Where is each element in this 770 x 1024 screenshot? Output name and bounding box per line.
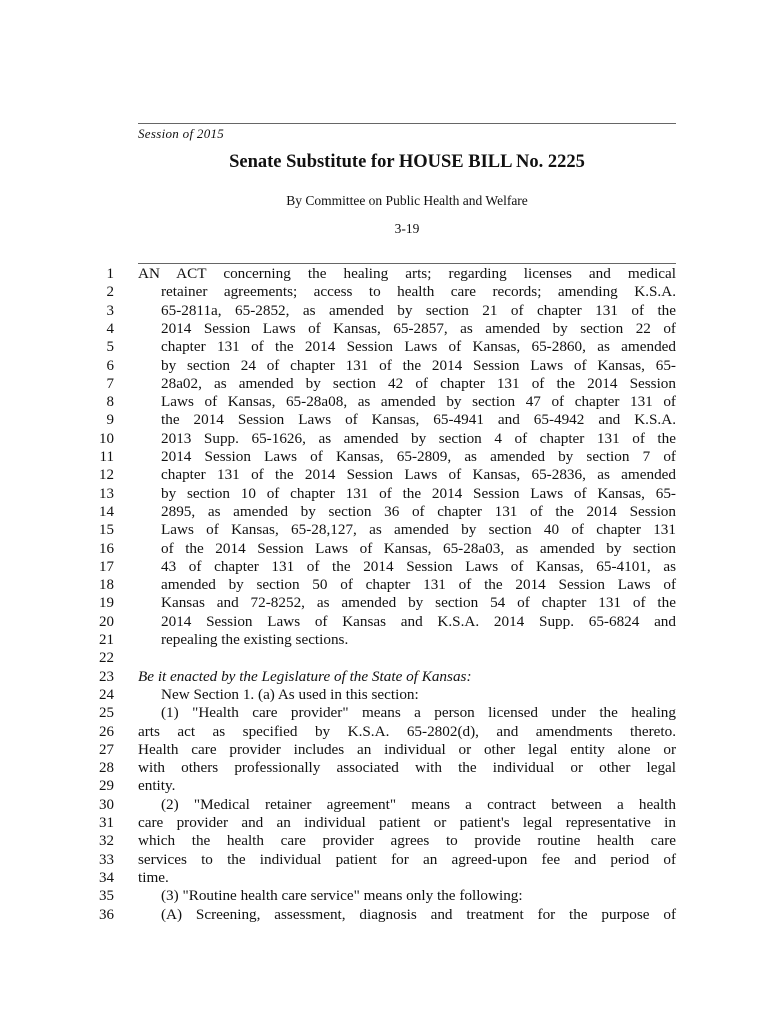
- line-number: 1: [106, 266, 114, 282]
- line-number: 26: [99, 723, 114, 740]
- bill-text-line: (1) "Health care provider" means a person licensed under the healing: [161, 704, 676, 722]
- bill-text-line: New Section 1. (a) As used in this section:: [161, 685, 419, 703]
- line-number: 28: [99, 760, 114, 777]
- bill-text-line: Laws of Kansas, 65-28,127, as amended by section 40 of chapter 131: [161, 521, 676, 539]
- bill-text-line: retainer agreements; access to health care records; amending K.S.A.: [161, 283, 676, 301]
- line-number: 5: [106, 339, 114, 356]
- bill-text-line: time.: [138, 868, 169, 886]
- bill-text-line: 28a02, as amended by section 42 of chapter 131 of the 2014 Session: [161, 374, 676, 392]
- line-number: 7: [106, 375, 114, 392]
- body-rule: [138, 263, 676, 264]
- bill-text-line: 2014 Session Laws of Kansas and K.S.A. 2014 Supp. 65-6824 and: [161, 612, 676, 630]
- line-number: 13: [99, 485, 114, 502]
- committee-byline: By Committee on Public Health and Welfare: [286, 193, 528, 208]
- bill-text-line: of the 2014 Session Laws of Kansas, 65-28a03, as amended by section: [161, 539, 676, 557]
- bill-text-line: services to the individual patient for an agreed-upon fee and period of: [138, 850, 676, 868]
- bill-text-line: by section 24 of chapter 131 of the 2014 Session Laws of Kansas, 65-: [161, 356, 676, 374]
- bill-text-line: by section 10 of chapter 131 of the 2014 Session Laws of Kansas, 65-: [161, 484, 676, 502]
- line-number: 11: [99, 449, 114, 465]
- bill-text-line: arts act as specified by K.S.A. 65-2802(d), and amendments thereto.: [138, 722, 676, 740]
- line-number: 8: [106, 394, 114, 411]
- line-number: 31: [99, 815, 114, 831]
- line-number: 2: [106, 284, 114, 301]
- line-number: 16: [99, 540, 114, 557]
- line-number: 27: [99, 741, 114, 758]
- line-number: 33: [99, 851, 114, 868]
- bill-text-line: chapter 131 of the 2014 Session Laws of Kansas, 65-2860, as amended: [161, 338, 676, 356]
- line-number: 29: [99, 778, 114, 795]
- line-number: 34: [99, 869, 114, 886]
- line-number: 22: [99, 650, 114, 667]
- line-number: 6: [106, 357, 114, 374]
- bill-text-line: entity.: [138, 777, 176, 795]
- line-number: 3: [106, 302, 114, 319]
- bill-text-line: 65-2811a, 65-2852, as amended by section 21 of chapter 131 of the: [161, 301, 676, 319]
- bill-title: Senate Substitute for HOUSE BILL No. 2225: [229, 152, 585, 172]
- bill-text-line: AN ACT concerning the healing arts; regarding licenses and medical: [138, 265, 676, 282]
- bill-text-line: Health care provider includes an individual or other legal entity alone or: [138, 740, 676, 758]
- bill-text-line: 2013 Supp. 65-1626, as amended by section 4 of chapter 131 of the: [161, 429, 676, 447]
- bill-text-line: 2014 Session Laws of Kansas, 65-2809, as amended by section 7 of: [161, 448, 676, 465]
- line-number: 17: [99, 558, 114, 575]
- line-number: 15: [99, 522, 114, 539]
- bill-text-line: care provider and an individual patient or patient's legal representative in: [138, 814, 676, 831]
- line-number: 19: [99, 595, 114, 612]
- line-number: 23: [99, 668, 114, 685]
- line-number: 12: [99, 467, 114, 484]
- line-number: 18: [99, 577, 114, 594]
- line-number: 9: [106, 412, 114, 429]
- bill-date: 3-19: [394, 221, 420, 236]
- bill-text-line: repealing the existing sections.: [161, 631, 349, 648]
- bill-text-line: the 2014 Session Laws of Kansas, 65-4941 and 65-4942 and K.S.A.: [161, 411, 676, 429]
- line-number: 32: [99, 833, 114, 850]
- bill-text-line: 2895, as amended by section 36 of chapter 131 of the 2014 Session: [161, 502, 676, 520]
- bill-text-line: (2) "Medical retainer agreement" means a contract between a health: [161, 795, 676, 813]
- line-number: 36: [99, 906, 114, 923]
- bill-text-line: Kansas and 72-8252, as amended by section 54 of chapter 131 of the: [161, 594, 676, 612]
- line-number: 21: [99, 632, 114, 648]
- top-rule: [138, 123, 676, 124]
- bill-text-line: 43 of chapter 131 of the 2014 Session Laws of Kansas, 65-4101, as: [161, 557, 676, 575]
- line-number: 4: [106, 320, 114, 337]
- bill-text-line: amended by section 50 of chapter 131 of the 2014 Session Laws of: [161, 576, 676, 594]
- line-number: 10: [99, 430, 114, 447]
- line-number: 24: [99, 686, 114, 703]
- line-number: 25: [99, 705, 114, 722]
- line-number: 14: [99, 503, 114, 520]
- bill-text-line: which the health care provider agrees to provide routine health care: [138, 832, 676, 850]
- line-number: 30: [99, 796, 114, 813]
- bill-text-line: (3) "Routine health care service" means only the following:: [161, 887, 523, 905]
- enacting-clause: Be it enacted by the Legislature of the State of Kansas:: [138, 667, 472, 685]
- session-label: Session of 2015: [138, 126, 225, 141]
- bill-text-line: with others professionally associated with the individual or other legal: [138, 759, 676, 777]
- bill-text-line: 2014 Session Laws of Kansas, 65-2857, as amended by section 22 of: [161, 319, 676, 337]
- bill-text-line: Laws of Kansas, 65-28a08, as amended by section 47 of chapter 131 of: [161, 393, 676, 411]
- line-number: 20: [99, 613, 114, 630]
- bill-text-line: chapter 131 of the 2014 Session Laws of Kansas, 65-2836, as amended: [161, 466, 676, 484]
- bill-text-line: (A) Screening, assessment, diagnosis and treatment for the purpose of: [161, 905, 676, 923]
- line-number: 35: [99, 888, 114, 905]
